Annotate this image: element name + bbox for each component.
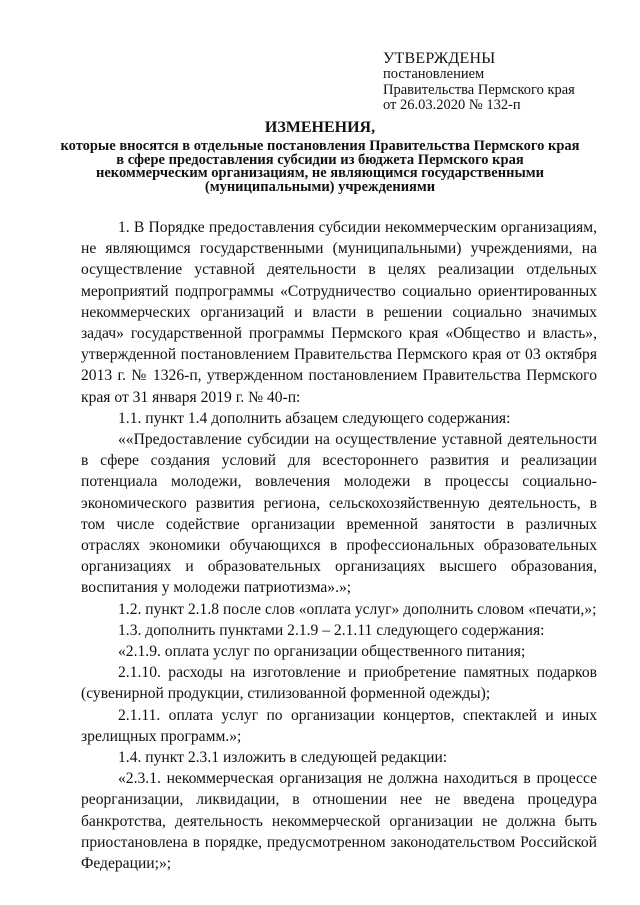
paragraph-1-4: 1.4. пункт 2.3.1 изложить в следующей редакции: bbox=[118, 749, 448, 767]
paragraph-2-1-9: «2.1.9. оплата услуг по организации общественного питания; bbox=[118, 643, 526, 661]
paragraph-2-3-1: «2.3.1. некоммерческая организация не должна находиться в процессе реорганизации, ликвидации, в отношении нее не введена процедура банкротства, деятельность некоммерческой организации не должна быть приостановлена в порядке, предусмотренном законодательством Российской Федерации;»; bbox=[81, 770, 597, 873]
document-subtitle: которые вносятся в отдельные постановления Правительства Пермского края в сфере предоставления субсидии из бюджета Пермского края некоммерческим организациям, не являющимся государственными (муниципальными) учреждениями bbox=[60, 138, 580, 196]
paragraph-1: 1. В Порядке предоставления субсидии некоммерческим организациям, не являющимся государственными (муниципальными) учреждениями, на осуществление уставной деятельности в целях реализации отдельных мероприятий подпрограммы «Сотрудничество социально ориентированных некоммерческих организаций и власти в решении социально значимых задач» государственной программы Пермского края «Общество и власть», утвержденной постановлением Правительства Пермского края от 03 октября 2013 г. № 1326-п, утвержденном постановлением Правительства Пермского края от 31 января 2019 г. № 40-п: bbox=[81, 219, 597, 406]
approval-line-3: от 26.03.2020 № 132-п bbox=[383, 97, 521, 113]
paragraph-2-1-10: 2.1.10. расходы на изготовление и приобретение памятных подарков (сувенирной продукции, стилизованной форменной одежды); bbox=[81, 664, 597, 703]
approval-line-2: Правительства Пермского края bbox=[383, 81, 575, 98]
approval-line-1: постановлением bbox=[383, 66, 485, 82]
approval-heading: УТВЕРЖДЕНЫ bbox=[383, 50, 496, 67]
paragraph-quote-1-4: ««Предоставление субсидии на осуществление уставной деятельности в сфере создания условий для всестороннего развития и реализации потенциала молодежи, вовлечения молодежи в процессы социально-экономического развития региона, сельскохозяйственную деятельность, в том числе содействие организации временной занятости в различных отраслях экономики обучающихся в профессиональных образовательных организациях и образовательных организациях высшего образования, воспитания у молодежи патриотизма».»; bbox=[81, 431, 597, 597]
document-body bbox=[81, 217, 597, 874]
paragraph-2-1-11: 2.1.11. оплата услуг по организации концертов, спектаклей и иных зрелищных программ.»; bbox=[81, 706, 597, 745]
document-title: ИЗМЕНЕНИЯ, bbox=[264, 119, 376, 136]
paragraph-1-1: 1.1. пункт 1.4 дополнить абзацем следующего содержания: bbox=[118, 409, 511, 427]
paragraph-1-2: 1.2. пункт 2.1.8 после слов «оплата услуг» дополнить словом «печати,»; bbox=[118, 600, 597, 618]
approval-stamp bbox=[383, 50, 575, 114]
paragraph-1-3: 1.3. дополнить пунктами 2.1.9 – 2.1.11 следующего содержания: bbox=[118, 621, 545, 639]
